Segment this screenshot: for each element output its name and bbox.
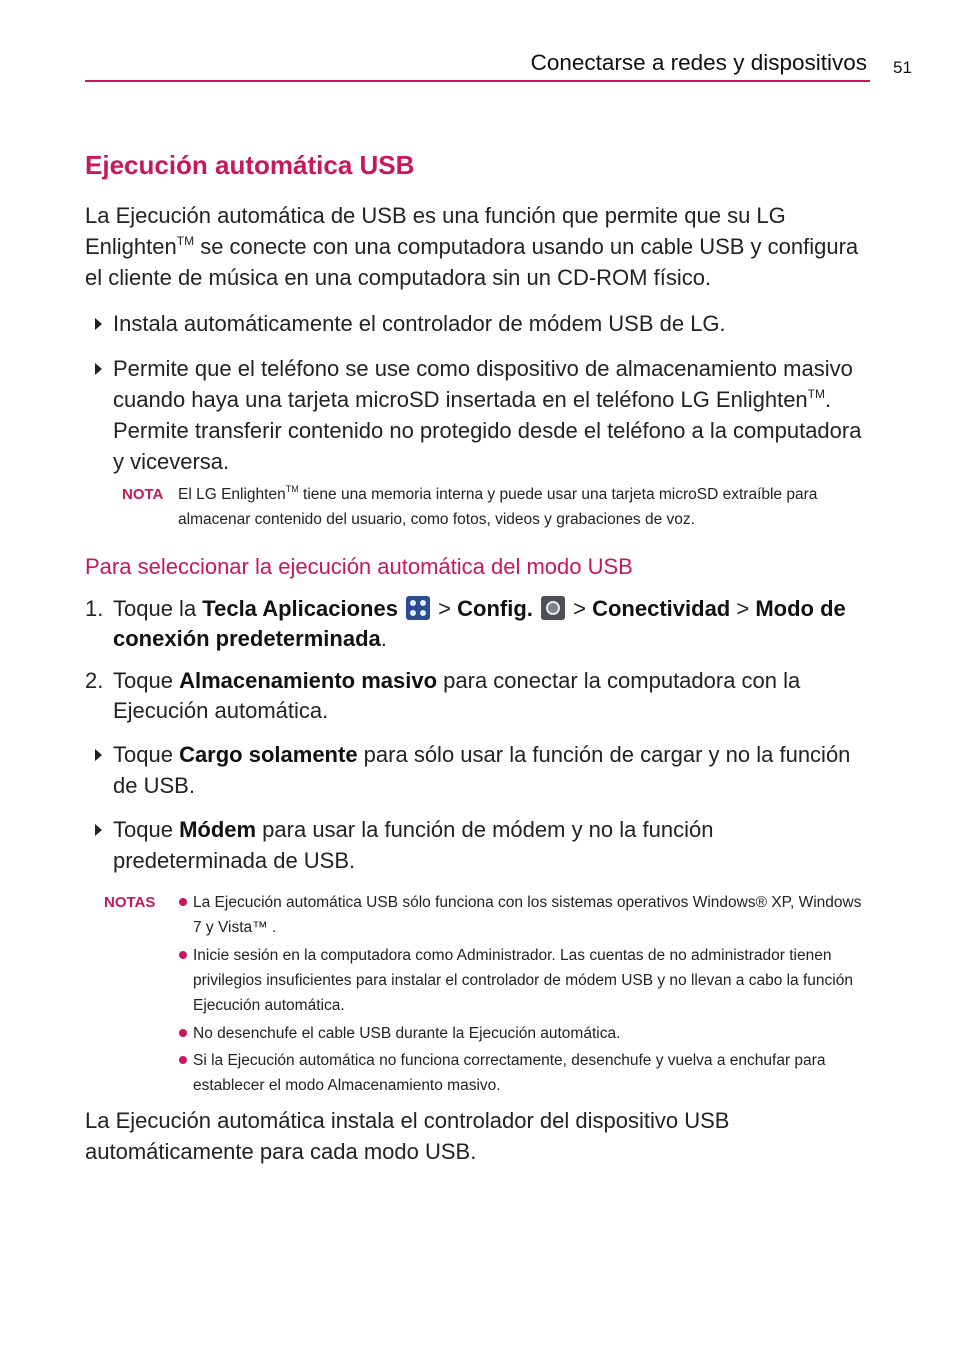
bullet-arrow-icon: [95, 318, 102, 330]
trademark-mark: TM: [285, 484, 299, 494]
step-suffix: para conectar la computadora con la Ejecución automática.: [113, 668, 801, 723]
term-modem: Módem: [179, 817, 257, 842]
nota-text-2: tiene una memoria interna y puede usar una tarjeta microSD extraíble para almacenar contenido del usuario, como fotos, videos y grabaciones de voz.: [178, 486, 818, 528]
term-apps-key: Tecla Aplicaciones: [202, 596, 398, 621]
apps-grid-icon: [406, 596, 430, 620]
term-default-mode: Modo de conexión predeterminada: [113, 596, 846, 651]
option-suffix: para usar la función de módem y no la función predeterminada de USB.: [113, 817, 714, 873]
bullet-arrow-icon: [95, 749, 102, 761]
step-number: 2.: [85, 668, 104, 693]
intro-text-1: La Ejecución automática de USB es una función que permite que su LG Enlighten: [85, 203, 786, 259]
page-number: 51: [893, 58, 912, 77]
feature-bullet-1: [113, 308, 873, 339]
note-bullet-dot: [179, 951, 187, 959]
option-bullet-charge-only: [113, 739, 873, 801]
header-divider: [85, 80, 870, 82]
note-bullet-dot: [179, 1056, 187, 1064]
bullet-arrow-icon: [95, 824, 102, 836]
settings-gear-icon: [541, 596, 565, 620]
trademark-mark: TM: [176, 234, 195, 248]
step-number: 1.: [85, 596, 104, 621]
separator: >: [730, 596, 756, 621]
nota-text: [178, 482, 868, 532]
step-suffix: .: [380, 626, 387, 651]
term-settings: Config.: [457, 596, 533, 621]
nota-label: NOTA: [122, 486, 164, 503]
step-text: Toque: [113, 668, 180, 693]
option-text: Toque: [113, 742, 180, 767]
step-1: [85, 594, 873, 654]
note-item-1: La Ejecución automática USB sólo funciona con los sistemas operativos Windows® XP, Windows 7 y Vista™ .: [193, 894, 862, 936]
bullet-arrow-icon: [95, 363, 102, 375]
closing-paragraph: La Ejecución automática instala el controlador del dispositivo USB automáticamente para cada modo USB.: [85, 1108, 730, 1164]
separator: >: [567, 596, 593, 621]
separator: >: [432, 596, 458, 621]
note-bullet-dot: [179, 898, 187, 906]
note-item-3: No desenchufe el cable USB durante la Ejecución automática.: [193, 1025, 621, 1042]
step-text: Toque la: [113, 596, 203, 621]
intro-text-2: se conecte con una computadora usando un cable USB y configura el cliente de música en una computadora sin un CD-ROM físico.: [85, 234, 859, 290]
trademark-mark: TM: [807, 387, 825, 401]
step-2: [85, 666, 873, 726]
term-connectivity: Conectividad: [592, 596, 731, 621]
term-mass-storage: Almacenamiento masivo: [179, 668, 438, 693]
bullet-text-2: . Permite transferir contenido no protegido desde el teléfono a la computadora y viceversa.: [113, 387, 862, 474]
option-suffix: para sólo usar la función de cargar y no la función de USB.: [113, 742, 851, 798]
note-bullet-dot: [179, 1029, 187, 1037]
option-text: Toque: [113, 817, 180, 842]
feature-bullet-2: [113, 353, 873, 477]
note-item-2: Inicie sesión en la computadora como Administrador. Las cuentas de no administrador tienen privilegios insuficientes para instalar el controlador de módem USB y no llevan a cabo la función Ejecución automática.: [193, 947, 853, 1014]
note-item-4: Si la Ejecución automática no funciona correctamente, desenchufe y vuelva a enchufar para establecer el modo Almacenamiento masivo.: [193, 1052, 826, 1094]
subsection-title: Para seleccionar la ejecución automática del modo USB: [85, 554, 633, 579]
notas-label: NOTAS: [104, 894, 156, 911]
section-title: Ejecución automática USB: [85, 150, 415, 180]
term-charge-only: Cargo solamente: [179, 742, 358, 767]
intro-paragraph: [85, 200, 865, 293]
option-bullet-modem: [113, 814, 873, 876]
bullet-text: Instala automáticamente el controlador de módem USB de LG.: [113, 311, 726, 336]
bullet-text-1: Permite que el teléfono se use como dispositivo de almacenamiento masivo cuando haya una tarjeta microSD insertada en el teléfono LG Enlighten: [113, 356, 853, 412]
running-header: Conectarse a redes y dispositivos: [530, 50, 867, 75]
nota-text-1: El LG Enlighten: [178, 486, 286, 503]
